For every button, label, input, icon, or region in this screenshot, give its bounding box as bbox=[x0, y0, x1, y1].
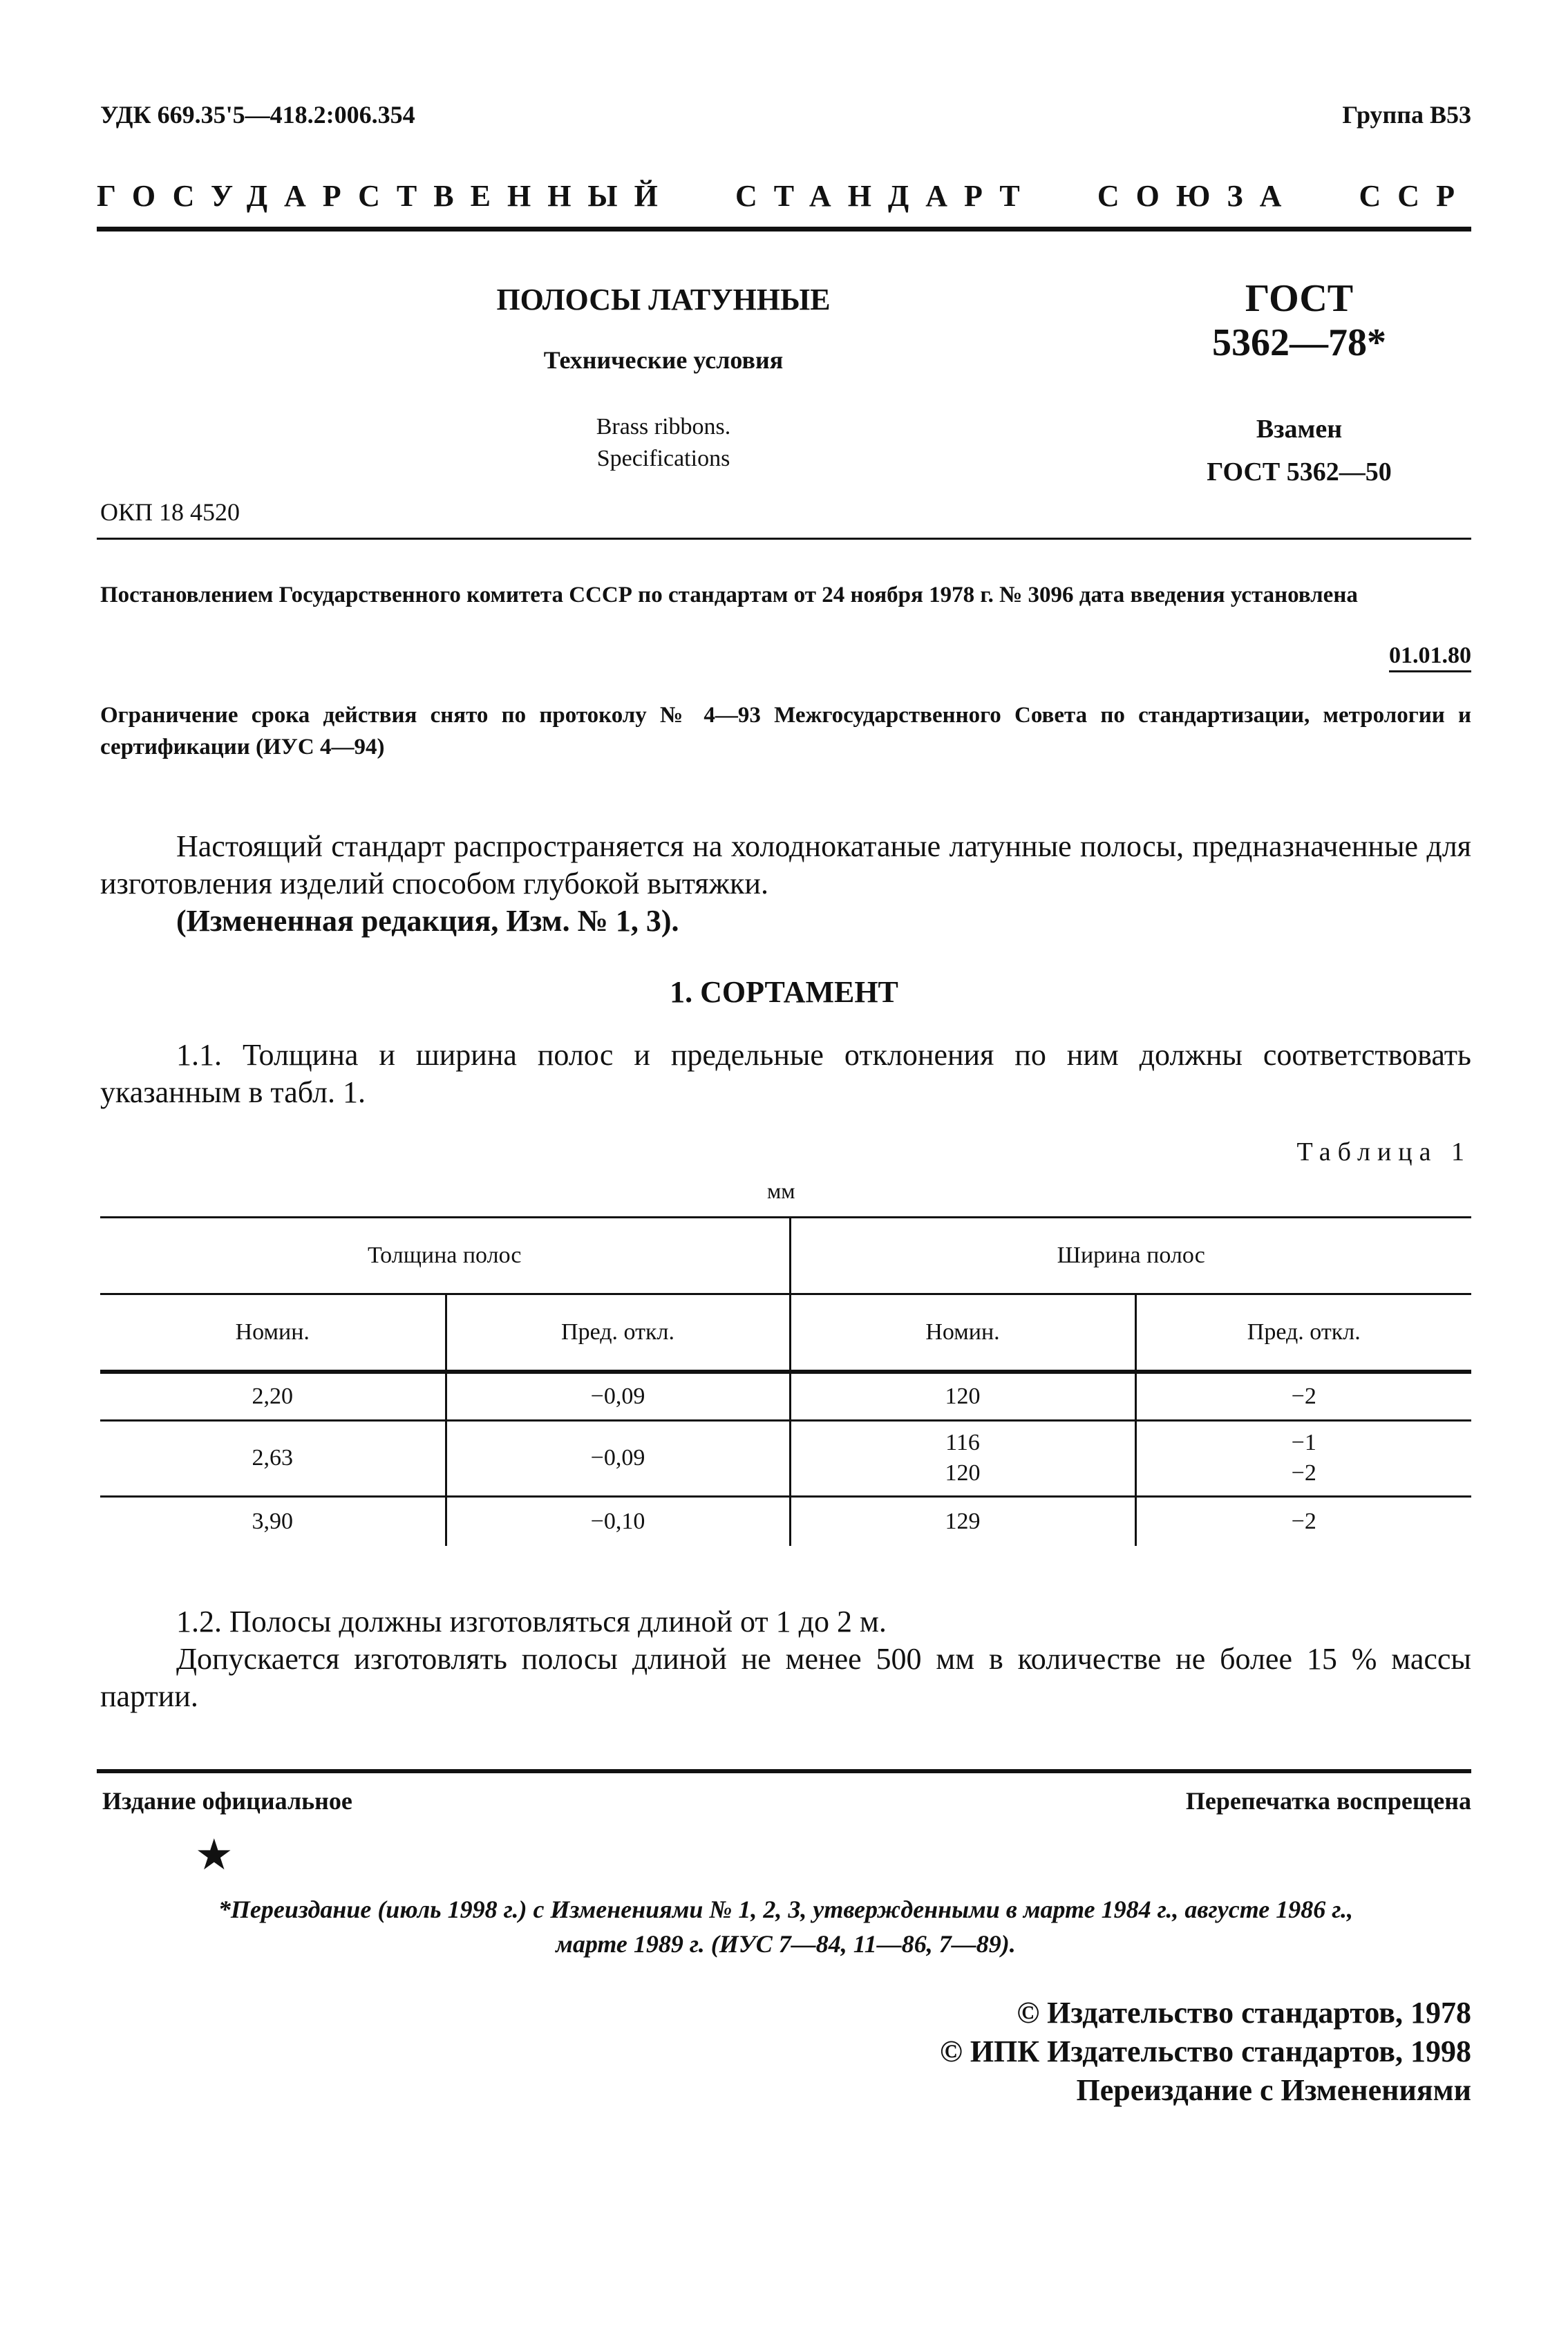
reissue-with-changes: Переиздание с Изменениями bbox=[1076, 2073, 1471, 2107]
clause-1-2-note: Допускается изготовлять полосы длиной не менее 500 мм в количестве не более 15 % массы партии. bbox=[100, 1642, 1471, 1713]
table-group-header-row bbox=[100, 1218, 1471, 1294]
table-row bbox=[100, 1496, 1471, 1546]
cell-thickness-deviation: −0,09 bbox=[446, 1372, 790, 1420]
copyright-line: © ИПК Издательство стандартов, 1998 bbox=[939, 2034, 1471, 2068]
scope-paragraph: Настоящий стандарт распространяется на холоднокатаные латунные полосы, предназначенные для изготовления изделий способом глубокой вытяжки. bbox=[100, 829, 1471, 900]
document-title: ПОЛОСЫ ЛАТУННЫЕ bbox=[496, 283, 831, 317]
state-standard-heading bbox=[97, 178, 1471, 214]
header-width-deviation: Пред. откл. bbox=[1135, 1294, 1471, 1372]
reprint-prohibited: Перепечатка воспрещена bbox=[1185, 1787, 1471, 1815]
udk-code: УДК 669.35'5—418.2:006.354 bbox=[100, 101, 415, 129]
reissue-line: марте 1989 г. (ИУС 7—84, 11—86, 7—89). bbox=[556, 1930, 1016, 1958]
gost-number: 5362—78* bbox=[1212, 321, 1386, 364]
english-title-line: Specifications bbox=[596, 446, 730, 471]
table-row bbox=[100, 1372, 1471, 1420]
cell-width-nominal: 120 bbox=[790, 1372, 1135, 1420]
document-subtitle: Технические условия bbox=[543, 346, 784, 374]
cell-width-nominal: 129 bbox=[790, 1496, 1135, 1546]
heading-word: СОЮЗА bbox=[1097, 179, 1298, 213]
replaces-label: Взамен bbox=[1256, 415, 1343, 444]
okp-code: ОКП 18 4520 bbox=[100, 498, 240, 526]
english-title bbox=[387, 411, 940, 475]
header-rule bbox=[97, 227, 1471, 232]
cell-value: 120 bbox=[945, 1460, 981, 1486]
cell-value: 116 bbox=[945, 1430, 980, 1455]
cell-width-nominal bbox=[790, 1420, 1135, 1496]
section-heading: 1. СОРТАМЕНТ bbox=[670, 975, 898, 1009]
table-1 bbox=[100, 1216, 1471, 1546]
table-caption: Таблица 1 bbox=[1296, 1137, 1471, 1167]
official-edition: Издание официальное bbox=[102, 1787, 352, 1815]
footer-rule bbox=[97, 1769, 1471, 1773]
intro-date: 01.01.80 bbox=[1389, 641, 1471, 672]
table-row bbox=[100, 1420, 1471, 1496]
cell-thickness-nominal: 2,20 bbox=[100, 1372, 446, 1420]
header-thickness-nominal: Номин. bbox=[100, 1294, 446, 1372]
heading-word: ССР bbox=[1359, 179, 1471, 213]
group-code: Группа В53 bbox=[1342, 101, 1471, 129]
header-width-nominal: Номин. bbox=[790, 1294, 1135, 1372]
limitation-text: Ограничение срока действия снято по протоколу № 4—93 Межгосударственного Совета по стандартизации, метрологии и сертификации (ИУС 4—94) bbox=[100, 703, 1471, 759]
clause-1-2: 1.2. Полосы должны изготовляться длиной от 1 до 2 м. bbox=[176, 1605, 887, 1639]
gost-label: ГОСТ bbox=[1245, 277, 1354, 320]
cell-width-deviation: −2 bbox=[1291, 1508, 1316, 1534]
cell-width-deviation bbox=[1135, 1420, 1471, 1496]
copyright-line: © Издательство стандартов, 1978 bbox=[1017, 1996, 1471, 2030]
resolution-text: Постановлением Государственного комитета СССР по стандартам от 24 ноября 1978 г. № 3096 дата введения установлена bbox=[100, 583, 1358, 607]
cell-value: −2 bbox=[1291, 1460, 1316, 1486]
cell-thickness-deviation: −0,09 bbox=[446, 1420, 790, 1496]
cell-thickness-nominal: 2,63 bbox=[100, 1420, 446, 1496]
heading-word: СТАНДАРТ bbox=[735, 179, 1037, 213]
heading-word: ГОСУДАРСТВЕННЫЙ bbox=[97, 179, 674, 213]
replaces-gost: ГОСТ 5362—50 bbox=[1207, 457, 1392, 487]
header-width: Ширина полос bbox=[790, 1218, 1471, 1294]
cell-thickness-deviation: −0,10 bbox=[446, 1496, 790, 1546]
star-icon: ★ bbox=[195, 1832, 234, 1879]
reissue-line: *Переиздание (июль 1998 г.) с Изменениями № 1, 2, 3, утвержденными в марте 1984 г., августе 1986 г., bbox=[218, 1896, 1354, 1923]
table-unit: мм bbox=[767, 1178, 795, 1203]
title-rule bbox=[97, 538, 1471, 540]
clause-1-1: 1.1. Толщина и ширина полос и предельные отклонения по ним должны соответствовать указанным в табл. 1. bbox=[100, 1038, 1471, 1109]
header-thickness-deviation: Пред. откл. bbox=[446, 1294, 790, 1372]
copyright-block bbox=[940, 1994, 1471, 2110]
table-sub-header-row bbox=[100, 1294, 1471, 1372]
replaces-block bbox=[1120, 408, 1479, 493]
scope-note: (Измененная редакция, Изм. № 1, 3). bbox=[176, 904, 679, 938]
english-title-line: Brass ribbons. bbox=[596, 414, 731, 440]
reissue-note bbox=[100, 1892, 1471, 1961]
header-thickness: Толщина полос bbox=[100, 1218, 790, 1294]
gost-number-block bbox=[1120, 276, 1479, 365]
cell-width-deviation: −2 bbox=[1135, 1372, 1471, 1420]
cell-value: −1 bbox=[1291, 1430, 1316, 1455]
cell-thickness-nominal: 3,90 bbox=[100, 1496, 446, 1546]
